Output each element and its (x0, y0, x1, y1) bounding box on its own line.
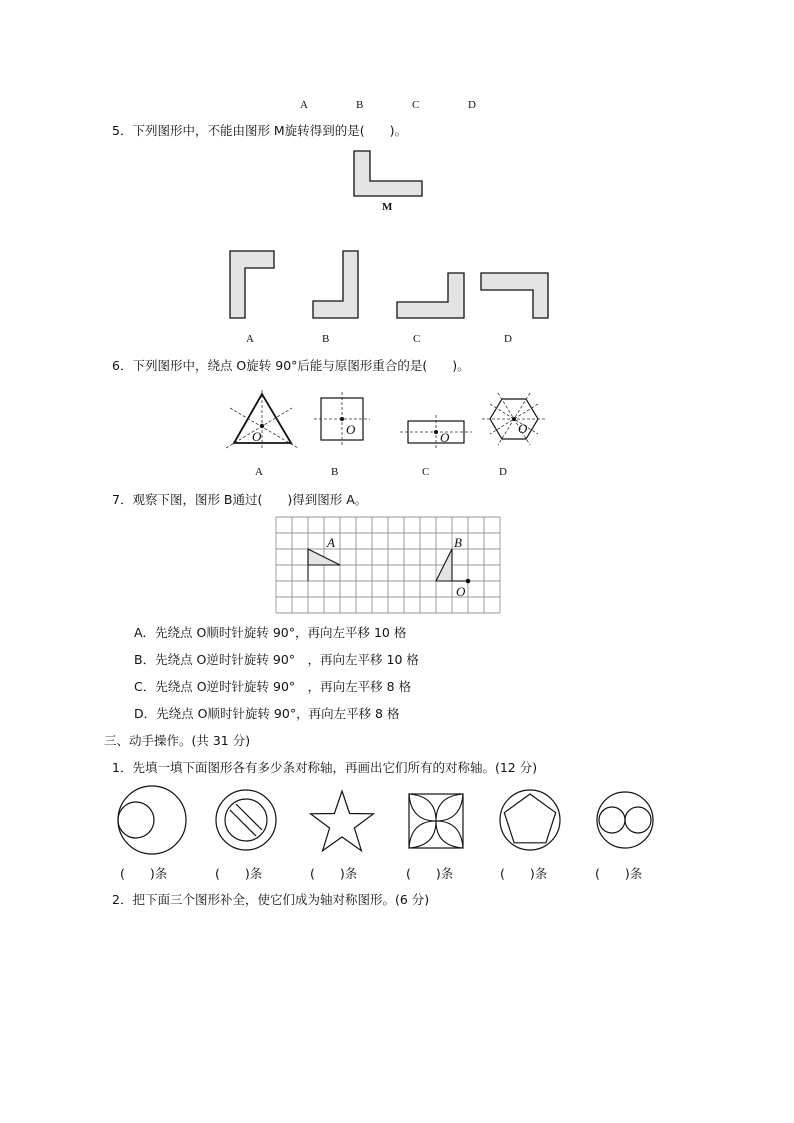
q4-label-d: D (468, 99, 476, 111)
q7-point-label: O (456, 584, 466, 599)
shape-square-petals (409, 794, 463, 848)
shape-m-label: M (382, 201, 393, 213)
blank-6[interactable]: ( )条 (595, 866, 643, 881)
q6-label-d: D (499, 466, 507, 478)
q6-label-a: A (255, 466, 263, 478)
q6-point-b: O (346, 422, 356, 437)
q6-question: 6．下列图形中，绕点 O旋转 90°后能与原图形重合的是( )。 (112, 358, 470, 373)
q6-point-a: O (252, 429, 262, 444)
q5-label-d: D (504, 333, 512, 345)
blank-3[interactable]: ( )条 (310, 866, 358, 881)
blank-5[interactable]: ( )条 (500, 866, 548, 881)
q5-label-a: A (246, 333, 254, 345)
shape-circle-inner-circle (118, 786, 186, 854)
q7-fig-a-label: A (327, 535, 335, 550)
section3-title: 三、动手操作。(共 31 分) (104, 733, 251, 748)
shape-two-circles (597, 792, 653, 848)
q6-label-c: C (422, 466, 430, 478)
q4-label-c: C (412, 99, 420, 111)
blank-2[interactable]: ( )条 (215, 866, 263, 881)
shape-no-sign (216, 790, 276, 850)
q5-question: 5．下列图形中，不能由图形 M旋转得到的是( )。 (112, 123, 407, 138)
q5-label-c: C (413, 333, 421, 345)
q7-option-a: A．先绕点 O顺时针旋转 90°，再向左平移 10 格 (134, 625, 407, 640)
q5-label-b: B (322, 333, 330, 345)
blank-1[interactable]: ( )条 (120, 866, 168, 881)
shape-pentagon-circle (500, 790, 560, 850)
blank-4[interactable]: ( )条 (406, 866, 454, 881)
q7-option-b: B．先绕点 O逆时针旋转 90° ，再向左平移 10 格 (134, 652, 419, 667)
section3-q1: 1．先填一填下面图形各有多少条对称轴，再画出它们所有的对称轴。(12 分) (112, 760, 538, 775)
shape-star (311, 791, 374, 851)
q7-fig-b-label: B (454, 535, 462, 550)
q7-option-d: D．先绕点 O顺时针旋转 90°，再向左平移 8 格 (134, 706, 400, 721)
q4-label-b: B (356, 99, 364, 111)
q4-label-a: A (300, 99, 308, 111)
section3-q2: 2．把下面三个图形补全，使它们成为轴对称图形。(6 分) (112, 892, 430, 907)
q6-point-d: O (518, 421, 528, 436)
q6-label-b: B (331, 466, 339, 478)
q7-question: 7．观察下图，图形 B通过( )得到图形 A。 (112, 492, 368, 507)
q7-option-c: C．先绕点 O逆时针旋转 90° ，再向左平移 8 格 (134, 679, 412, 694)
q6-point-c: O (440, 430, 450, 445)
